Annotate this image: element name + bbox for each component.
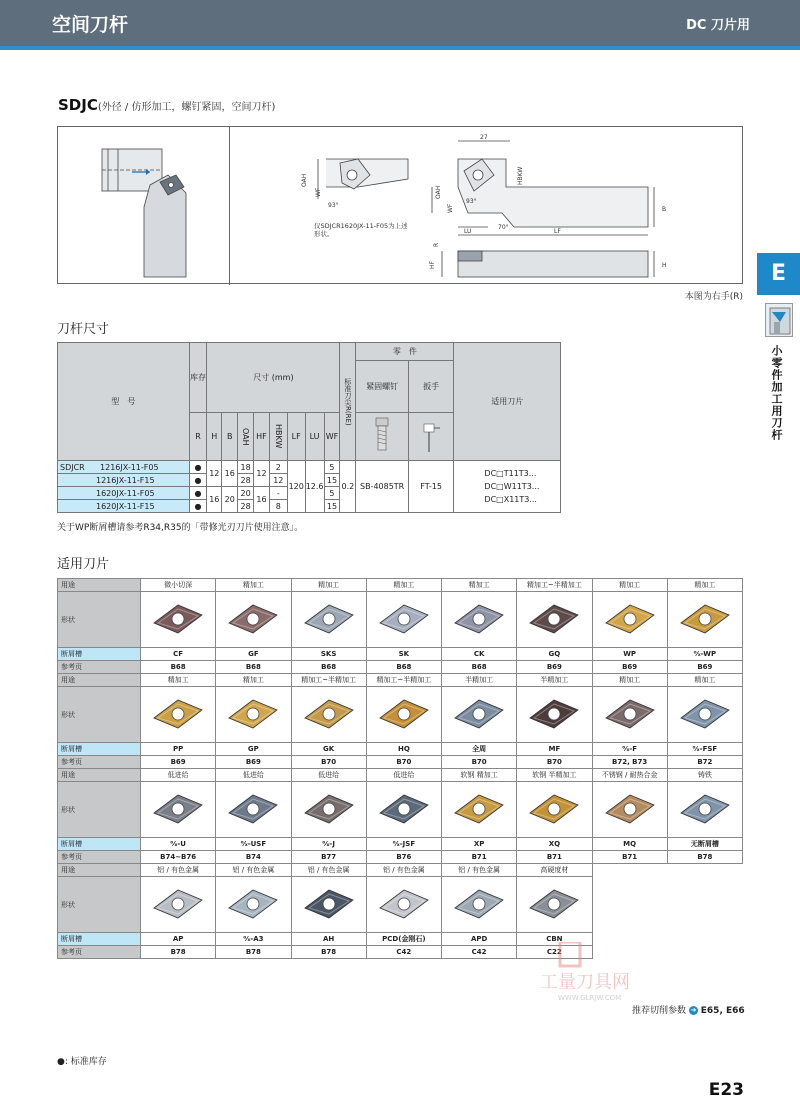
reference-page[interactable]: C22 bbox=[517, 946, 592, 959]
insert-image bbox=[667, 592, 742, 648]
row-label-code: 断屑槽 bbox=[58, 743, 141, 756]
product-code: SDJC bbox=[58, 96, 98, 114]
row-label-use: 用途 bbox=[58, 674, 141, 687]
svg-text:WWW.GLRJW.COM: WWW.GLRJW.COM bbox=[558, 994, 622, 1002]
chipbreaker-code: ⁰⁄ₓ-J bbox=[291, 838, 366, 851]
spec-table bbox=[57, 342, 561, 513]
chipbreaker-code: ⁰⁄ₓ-A3 bbox=[216, 933, 291, 946]
chipbreaker-code: ⁰⁄ₓ-JSF bbox=[366, 838, 441, 851]
row-label-ref: 参考页 bbox=[58, 851, 141, 864]
row-label-shape: 形状 bbox=[58, 592, 141, 648]
chipbreaker-code: GP bbox=[216, 743, 291, 756]
chipbreaker-code: MF bbox=[517, 743, 592, 756]
toolholder-drawing bbox=[58, 127, 744, 285]
insert-image bbox=[442, 877, 517, 933]
page-number: E23 bbox=[708, 1080, 744, 1100]
insert-use: 半精加工 bbox=[517, 674, 592, 687]
chipbreaker-code: PCD(金刚石) bbox=[366, 933, 441, 946]
reference-page[interactable]: B71 bbox=[517, 851, 592, 864]
insert-use: 软钢 半精加工 bbox=[517, 769, 592, 782]
insert-image bbox=[216, 877, 291, 933]
chipbreaker-code: CBN bbox=[517, 933, 592, 946]
insert-image bbox=[216, 782, 291, 838]
reference-page[interactable]: B68 bbox=[291, 661, 366, 674]
reference-page[interactable]: B78 bbox=[667, 851, 742, 864]
dim-hbkw: HBKW bbox=[517, 166, 524, 185]
hf-16: 16 bbox=[254, 487, 270, 513]
insert-table bbox=[57, 578, 743, 959]
insert-image bbox=[442, 592, 517, 648]
model-row-1: SDJCR 1216JX-11-F05 bbox=[58, 461, 190, 474]
reference-page[interactable]: B71 bbox=[592, 851, 667, 864]
empty-cell bbox=[667, 877, 742, 933]
lf-value: 120 bbox=[287, 461, 305, 513]
chipbreaker-code: AH bbox=[291, 933, 366, 946]
col-r: R bbox=[189, 413, 207, 461]
oah-4: 28 bbox=[238, 500, 254, 513]
row-label-use: 用途 bbox=[58, 769, 141, 782]
chipbreaker-code: 全周 bbox=[442, 743, 517, 756]
wf-1: 5 bbox=[324, 461, 340, 474]
section-tab-e[interactable]: E bbox=[757, 253, 800, 295]
insert-image bbox=[291, 877, 366, 933]
reference-page[interactable]: B72 bbox=[667, 756, 742, 769]
section-side-label: 小零件加工用刀杆 bbox=[770, 345, 783, 441]
insert-use: 铝 / 有色金属 bbox=[366, 864, 441, 877]
reference-page[interactable]: B69 bbox=[667, 661, 742, 674]
reference-page[interactable]: C42 bbox=[442, 946, 517, 959]
reference-page[interactable]: B77 bbox=[291, 851, 366, 864]
page-title: 空间刀杆 bbox=[52, 14, 129, 36]
insert-image bbox=[592, 782, 667, 838]
dim-hf: HF bbox=[429, 261, 436, 269]
diagram-caption: 本图为右手(R) bbox=[684, 292, 743, 302]
insert-table-title: 适用刀片 bbox=[57, 557, 110, 572]
dim-27: 27 bbox=[480, 134, 488, 141]
chipbreaker-code: CF bbox=[141, 648, 216, 661]
insert-use: 高硬度材 bbox=[517, 864, 592, 877]
header-accent-bar bbox=[0, 46, 800, 50]
header-model: 型 号 bbox=[58, 343, 190, 461]
insert-use: 精加工 bbox=[216, 579, 291, 592]
empty-cell bbox=[592, 864, 667, 877]
reference-page[interactable]: B69 bbox=[592, 661, 667, 674]
lu-value: 12.6 bbox=[305, 461, 324, 513]
chipbreaker-code: XP bbox=[442, 838, 517, 851]
wp-footnote: 关于WP断屑槽请参考R34,R35的「带修光刃刀片使用注意」。 bbox=[57, 523, 304, 533]
insert-image bbox=[291, 687, 366, 743]
reference-page[interactable]: B70 bbox=[291, 756, 366, 769]
wf-3: 5 bbox=[324, 487, 340, 500]
chipbreaker-code: XQ bbox=[517, 838, 592, 851]
chipbreaker-code: GK bbox=[291, 743, 366, 756]
product-heading bbox=[58, 96, 275, 114]
model-row-2: 1216JX-11-F15 bbox=[58, 474, 190, 487]
insert-image bbox=[442, 687, 517, 743]
insert-use: 精加工 bbox=[366, 579, 441, 592]
stock-legend: ●: 标准库存 bbox=[57, 1057, 107, 1067]
insert-use: 软钢 精加工 bbox=[442, 769, 517, 782]
arrow-right-icon: ➜ bbox=[690, 1006, 697, 1014]
model-row-3: 1620JX-11-F05 bbox=[58, 487, 190, 500]
insert-use: 精加工 bbox=[442, 579, 517, 592]
chipbreaker-code: PP bbox=[141, 743, 216, 756]
row-label-code: 断屑槽 bbox=[58, 933, 141, 946]
insert-image bbox=[517, 877, 592, 933]
header-stock: 库存 bbox=[189, 343, 207, 413]
header-wrench: 扳手 bbox=[408, 361, 454, 413]
row-label-ref: 参考页 bbox=[58, 661, 141, 674]
chipbreaker-code: CK bbox=[442, 648, 517, 661]
watermark bbox=[540, 942, 680, 1002]
dim-oah-left: OAH bbox=[301, 173, 308, 187]
hbkw-3: - bbox=[269, 487, 287, 500]
insert-use: 微小切深 bbox=[141, 579, 216, 592]
chipbreaker-code: APD bbox=[442, 933, 517, 946]
chipbreaker-code: ⁰⁄ₓ-USF bbox=[216, 838, 291, 851]
reference-page[interactable]: B71 bbox=[442, 851, 517, 864]
reference-page[interactable]: B74 bbox=[216, 851, 291, 864]
page-header bbox=[0, 0, 800, 46]
insert-use: 精加工~半精加工 bbox=[366, 674, 441, 687]
model-row-4: 1620JX-11-F15 bbox=[58, 500, 190, 513]
insert-use: 精加工 bbox=[667, 579, 742, 592]
insert-image bbox=[517, 687, 592, 743]
hbkw-2: 12 bbox=[269, 474, 287, 487]
col-oah: OAH bbox=[238, 413, 254, 461]
col-lf: LF bbox=[287, 413, 305, 461]
chipbreaker-code: ⁰⁄ₓ-U bbox=[141, 838, 216, 851]
reference-page[interactable]: C42 bbox=[366, 946, 441, 959]
b-16: 16 bbox=[222, 461, 238, 487]
chipbreaker-code: WP bbox=[592, 648, 667, 661]
insert-image bbox=[216, 592, 291, 648]
chipbreaker-code: MQ bbox=[592, 838, 667, 851]
toolholder-diagram bbox=[57, 126, 743, 284]
insert-use: 精加工~半精加工 bbox=[291, 674, 366, 687]
insert-list: DC□T11T3... DC□W11T3... DC□X11T3... bbox=[454, 461, 561, 513]
dim-lu: LU bbox=[464, 228, 472, 235]
row-label-shape: 形状 bbox=[58, 687, 141, 743]
insert-use: 半精加工 bbox=[442, 674, 517, 687]
empty-cell bbox=[592, 877, 667, 933]
insert-image bbox=[366, 782, 441, 838]
stock-1: ● bbox=[189, 461, 207, 474]
stock-2: ● bbox=[189, 474, 207, 487]
h-16: 16 bbox=[207, 487, 222, 513]
insert-use: 低进给 bbox=[141, 769, 216, 782]
insert-use: 精加工 bbox=[592, 579, 667, 592]
reference-page[interactable]: B76 bbox=[366, 851, 441, 864]
reference-page[interactable]: B74~B76 bbox=[141, 851, 216, 864]
insert-image bbox=[517, 782, 592, 838]
row-label-shape: 形状 bbox=[58, 782, 141, 838]
toolholder-icon bbox=[765, 303, 793, 337]
insert-use: 不锈钢 / 耐热合金 bbox=[592, 769, 667, 782]
reference-page[interactable]: B78 bbox=[141, 946, 216, 959]
insert-image bbox=[667, 687, 742, 743]
reference-page[interactable]: B69 bbox=[517, 661, 592, 674]
oah-2: 28 bbox=[238, 474, 254, 487]
col-wf: WF bbox=[324, 413, 340, 461]
insert-image bbox=[366, 592, 441, 648]
reference-page[interactable]: B72, B73 bbox=[592, 756, 667, 769]
insert-use: 铝 / 有色金属 bbox=[141, 864, 216, 877]
insert-use: 低进给 bbox=[366, 769, 441, 782]
chipbreaker-code: SK bbox=[366, 648, 441, 661]
chipbreaker-code: ⁰⁄ₓ-WP bbox=[667, 648, 742, 661]
spec-table-title: 刀杆尺寸 bbox=[57, 322, 110, 337]
row-label-code: 断屑槽 bbox=[58, 838, 141, 851]
insert-use: 铸铁 bbox=[667, 769, 742, 782]
insert-image bbox=[141, 877, 216, 933]
col-h: H bbox=[207, 413, 222, 461]
dim-oah-right: OAH bbox=[435, 185, 442, 199]
insert-use: 精加工 bbox=[141, 674, 216, 687]
chipbreaker-code: SKS bbox=[291, 648, 366, 661]
empty-cell bbox=[667, 864, 742, 877]
insert-image bbox=[517, 592, 592, 648]
svg-text:工量刀具网: 工量刀具网 bbox=[540, 972, 630, 993]
reference-page[interactable]: B70 bbox=[442, 756, 517, 769]
row-label-use: 用途 bbox=[58, 864, 141, 877]
shape-note: 仅SDJCR1620JX-11-F05为上述形状。 bbox=[314, 222, 408, 239]
hf-12: 12 bbox=[254, 461, 270, 487]
insert-use: 铝 / 有色金属 bbox=[442, 864, 517, 877]
insert-use: 铝 / 有色金属 bbox=[216, 864, 291, 877]
col-lu: LU bbox=[305, 413, 324, 461]
wrench-value: FT-15 bbox=[408, 461, 454, 513]
chipbreaker-code: 无断屑槽 bbox=[667, 838, 742, 851]
col-hbkw: HBKW bbox=[269, 413, 287, 461]
chipbreaker-code: AP bbox=[141, 933, 216, 946]
stock-4: ● bbox=[189, 500, 207, 513]
reference-page[interactable]: B68 bbox=[366, 661, 441, 674]
recommended-conditions[interactable]: 推荐切削参数 ➜ E65, E66 bbox=[632, 1006, 745, 1016]
screw-value: SB-4085TR bbox=[356, 461, 408, 513]
reference-page[interactable]: B78 bbox=[216, 946, 291, 959]
dim-r: R bbox=[433, 242, 440, 247]
reference-page[interactable]: B68 bbox=[216, 661, 291, 674]
reference-page[interactable]: B68 bbox=[141, 661, 216, 674]
insert-use: 精加工~半精加工 bbox=[517, 579, 592, 592]
row-label-ref: 参考页 bbox=[58, 756, 141, 769]
header-size: 尺寸 (mm) bbox=[207, 343, 340, 413]
insert-use: 低进给 bbox=[291, 769, 366, 782]
chipbreaker-code: ⁰⁄ₓ-FSF bbox=[667, 743, 742, 756]
chipbreaker-code: ⁰⁄ₓ-F bbox=[592, 743, 667, 756]
product-description: (外径 / 仿形加工，螺钉紧固，空间刀杆) bbox=[97, 102, 276, 113]
chipbreaker-code: GF bbox=[216, 648, 291, 661]
insert-use: 铝 / 有色金属 bbox=[291, 864, 366, 877]
reference-page[interactable]: B68 bbox=[442, 661, 517, 674]
dim-b: B bbox=[662, 206, 667, 213]
col-b: B bbox=[222, 413, 238, 461]
insert-image bbox=[366, 687, 441, 743]
dim-angle-left: 93° bbox=[328, 202, 339, 209]
wf-4: 15 bbox=[324, 500, 340, 513]
row-label-code: 断屑槽 bbox=[58, 648, 141, 661]
row-label-use: 用途 bbox=[58, 579, 141, 592]
header-category: DC 刀片用 bbox=[686, 18, 750, 33]
header-parts: 零 件 bbox=[356, 343, 454, 361]
reference-page[interactable]: B78 bbox=[291, 946, 366, 959]
oah-1: 18 bbox=[238, 461, 254, 474]
insert-image bbox=[216, 687, 291, 743]
re-value: 0.2 bbox=[340, 461, 356, 513]
insert-use: 精加工 bbox=[216, 674, 291, 687]
row-label-shape: 形状 bbox=[58, 877, 141, 933]
header-insert: 适用刀片 bbox=[454, 343, 561, 461]
header-re: 标准刀尖R(RE) bbox=[340, 343, 356, 461]
dim-angle-right: 93° bbox=[466, 198, 477, 205]
insert-use: 精加工 bbox=[291, 579, 366, 592]
insert-image bbox=[141, 592, 216, 648]
row-label-ref: 参考页 bbox=[58, 946, 141, 959]
dim-lf: LF bbox=[554, 228, 561, 235]
insert-image bbox=[592, 687, 667, 743]
insert-image bbox=[442, 782, 517, 838]
reference-page[interactable]: B70 bbox=[517, 756, 592, 769]
reference-page[interactable]: B69 bbox=[141, 756, 216, 769]
insert-image bbox=[592, 592, 667, 648]
wrench-icon bbox=[408, 413, 454, 461]
screw-icon bbox=[356, 413, 408, 461]
dim-h: H bbox=[662, 262, 667, 269]
reference-page[interactable]: B69 bbox=[216, 756, 291, 769]
chipbreaker-code: HQ bbox=[366, 743, 441, 756]
insert-image bbox=[291, 592, 366, 648]
insert-image bbox=[141, 782, 216, 838]
b-20: 20 bbox=[222, 487, 238, 513]
wf-2: 15 bbox=[324, 474, 340, 487]
dim-angle-70: 70° bbox=[498, 224, 509, 231]
insert-use: 精加工 bbox=[592, 674, 667, 687]
reference-page[interactable]: B70 bbox=[366, 756, 441, 769]
insert-image bbox=[366, 877, 441, 933]
header-screw: 紧固螺钉 bbox=[356, 361, 408, 413]
dim-wf-left: WF bbox=[315, 187, 322, 197]
stock-3: ● bbox=[189, 487, 207, 500]
dim-wf-right: WF bbox=[447, 203, 454, 213]
h-12: 12 bbox=[207, 461, 222, 487]
insert-use: 精加工 bbox=[667, 674, 742, 687]
hbkw-4: 8 bbox=[269, 500, 287, 513]
insert-image bbox=[667, 782, 742, 838]
chipbreaker-code: GQ bbox=[517, 648, 592, 661]
col-hf: HF bbox=[254, 413, 270, 461]
insert-image bbox=[291, 782, 366, 838]
hbkw-1: 2 bbox=[269, 461, 287, 474]
oah-3: 20 bbox=[238, 487, 254, 500]
insert-image bbox=[141, 687, 216, 743]
insert-use: 低进给 bbox=[216, 769, 291, 782]
